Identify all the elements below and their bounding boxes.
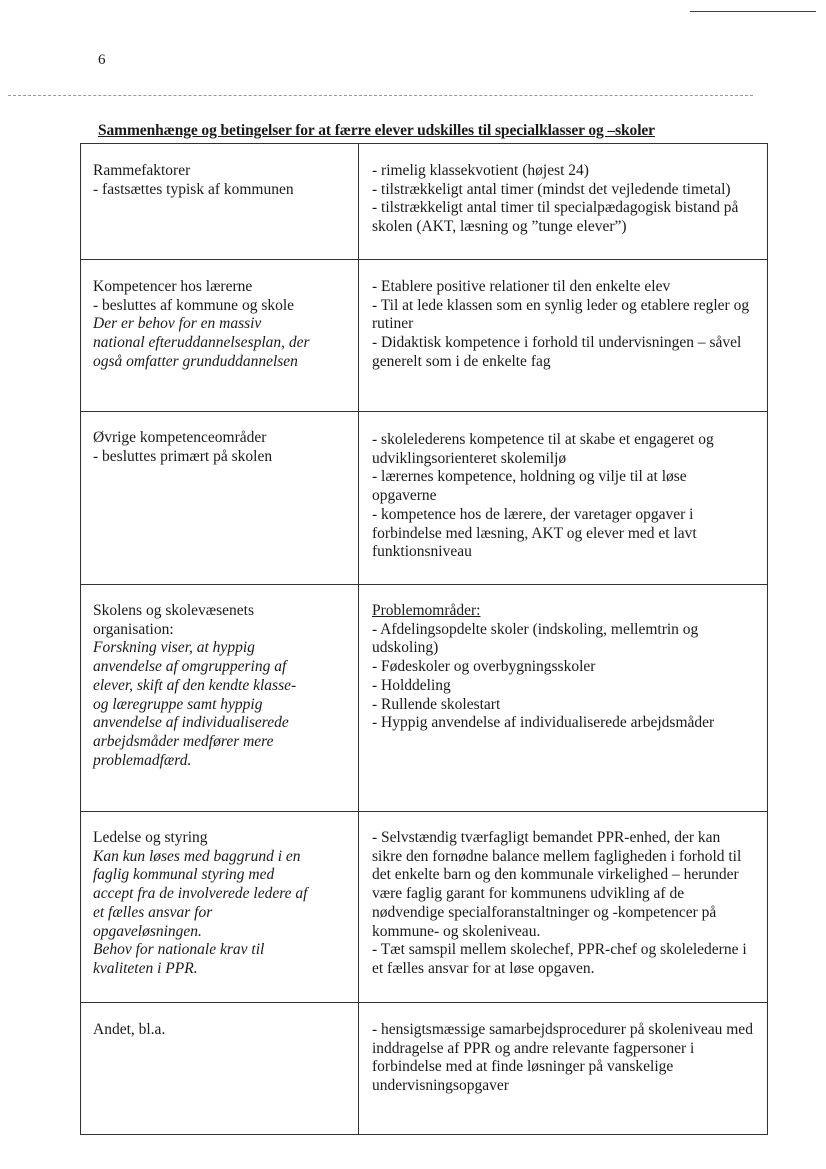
topic-line: Skolens og skolevæsenets	[93, 602, 255, 619]
details-line: - Hyppig anvendelse af individualiserede arbejdsmåder	[372, 714, 715, 732]
details-line: - lærernes kompetence, holdning og vilje til at løse	[372, 468, 687, 486]
table-row	[81, 412, 768, 585]
topic-line: kvaliteten i PPR.	[93, 959, 198, 977]
details-line: rutiner	[372, 315, 414, 333]
details-line: være faglig garant for kommunens udvikling af de	[372, 885, 685, 903]
top-right-rule	[690, 11, 816, 12]
topic-line: Rammefaktorer	[93, 162, 191, 179]
conditions-table	[80, 143, 768, 1135]
document-heading: Sammenhænge og betingelser for at færre elever udskilles til specialklasser og –skoler	[98, 122, 655, 139]
details-line: - rimelig klassekvotient (højest 24)	[372, 162, 589, 179]
details-line: - Selvstændig tværfagligt bemandet PPR-enhed, der kan	[372, 829, 721, 846]
topic-line: et fælles ansvar for	[93, 903, 213, 921]
topic-line: Kan kun løses med baggrund i en	[93, 847, 301, 865]
details-line: sikre den fornødne balance mellem fagligheden i forhold til	[372, 847, 742, 865]
details-line: skolen (AKT, læsning og ”tunge elever”)	[372, 218, 627, 236]
details-line: et fælles ansvar for at løse opgaven.	[372, 959, 595, 977]
details-cell	[359, 144, 768, 260]
topic-line: accept fra de involverede ledere af	[93, 885, 308, 903]
topic-line: - besluttes af kommune og skole	[93, 296, 295, 314]
details-line: - Afdelingsopdelte skoler (indskoling, mellemtrin og	[372, 620, 699, 638]
details-line: undervisningsopgaver	[372, 1077, 509, 1095]
topic-cell	[81, 144, 359, 260]
details-line: funktionsniveau	[372, 543, 472, 561]
topic-line: national efteruddannelsesplan, der	[93, 334, 310, 352]
topic-cell	[81, 812, 359, 1003]
details-line: - Holddeling	[372, 676, 451, 694]
conditions-table-body	[81, 144, 768, 1135]
details-line: udviklingsorienteret skolemiljø	[372, 449, 567, 467]
topic-cell	[81, 1003, 359, 1135]
details-line: forbindelse med læsning, AKT og elever med et lavt	[372, 524, 697, 542]
details-line: - tilstrækkeligt antal timer til specialpædagogisk bistand på	[372, 199, 739, 217]
topic-line: faglig kommunal styring med	[93, 866, 275, 884]
details-line: - Rullende skolestart	[372, 695, 501, 713]
topic-line: Der er behov for en massiv	[93, 315, 262, 333]
topic-line: anvendelse af omgruppering af	[93, 658, 287, 676]
details-line: - hensigtsmæssige samarbejdsprocedurer på skoleniveau med	[372, 1021, 753, 1038]
table-row	[81, 585, 768, 812]
topic-line: organisation:	[93, 620, 174, 638]
details-line: generelt som i de enkelte fag	[372, 352, 551, 370]
topic-cell	[81, 585, 359, 812]
details-cell	[359, 585, 768, 812]
topic-cell	[81, 260, 359, 412]
topic-line: anvendelse af individualiserede	[93, 714, 289, 732]
details-cell	[359, 412, 768, 585]
details-cell	[359, 812, 768, 1003]
topic-line: - besluttes primært på skolen	[93, 447, 273, 465]
topic-cell	[81, 412, 359, 585]
details-line: - Fødeskoler og overbygningsskoler	[372, 658, 596, 676]
topic-line: Andet, bl.a.	[93, 1021, 166, 1038]
topic-line: også omfatter grunduddannelsen	[93, 352, 298, 370]
topic-line: Ledelse og styring	[93, 829, 208, 846]
topic-line: Øvrige kompetenceområder	[93, 429, 267, 446]
table-row	[81, 260, 768, 412]
topic-line: og læregruppe samt hyppig	[93, 695, 263, 713]
details-line: - Tæt samspil mellem skolechef, PPR-chef og skolelederne i	[372, 941, 747, 959]
details-line: udskoling)	[372, 639, 439, 657]
details-line: - Til at lede klassen som en synlig leder og etablere regler og	[372, 296, 750, 314]
topic-line: problemadfærd.	[93, 751, 192, 769]
page-number: 6	[98, 52, 106, 68]
details-line: - Etablere positive relationer til den enkelte elev	[372, 278, 671, 295]
table-row	[81, 812, 768, 1003]
details-cell	[359, 1003, 768, 1135]
topic-line: elever, skift af den kendte klasse-	[93, 676, 297, 694]
table-row	[81, 1003, 768, 1135]
header-dashed-rule	[8, 95, 753, 96]
details-line: kommune- og skoleniveau.	[372, 922, 541, 940]
topic-line: arbejdsmåder medfører mere	[93, 732, 274, 750]
details-line: forbindelse med at finde løsninger på vanskelige	[372, 1058, 674, 1076]
details-line: - kompetence hos de lærere, der varetager opgaver i	[372, 505, 694, 523]
details-line: - tilstrækkeligt antal timer (mindst det vejledende timetal)	[372, 180, 731, 198]
topic-line: Forskning viser, at hyppig	[93, 639, 255, 657]
table-row	[81, 144, 768, 260]
details-line: det enkelte barn og den kommunale virkelighed – herunder	[372, 866, 739, 884]
details-cell	[359, 260, 768, 412]
details-line: nødvendige specialforanstaltninger og -kompetencer på	[372, 903, 717, 921]
topic-line: Behov for nationale krav til	[93, 941, 265, 959]
details-line: - skolelederens kompetence til at skabe et engageret og	[372, 431, 714, 448]
details-line: Problemområder:	[372, 602, 481, 619]
topic-line: opgaveløsningen.	[93, 922, 202, 940]
topic-line: Kompetencer hos lærerne	[93, 278, 253, 295]
details-line: - Didaktisk kompetence i forhold til undervisningen – såvel	[372, 334, 742, 352]
topic-line: - fastsættes typisk af kommunen	[93, 180, 294, 198]
details-line: opgaverne	[372, 487, 437, 505]
details-line: inddragelse af PPR og andre relevante fagpersoner i	[372, 1039, 695, 1057]
